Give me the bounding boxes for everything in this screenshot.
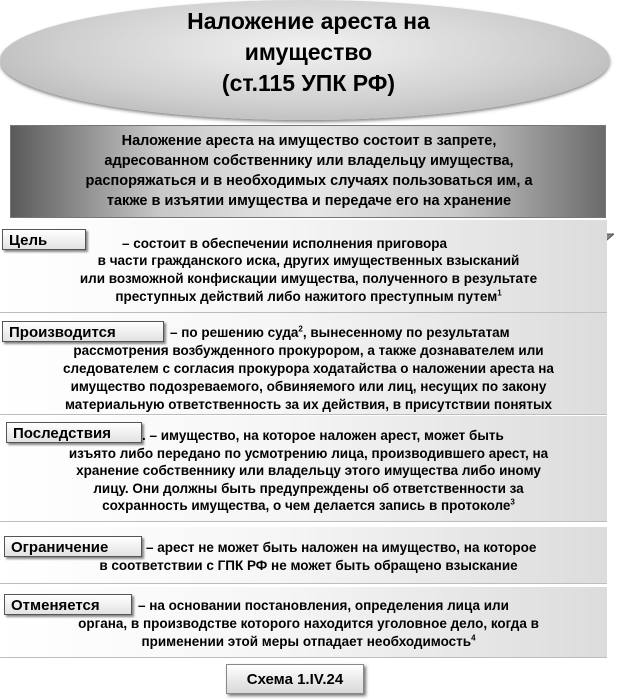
diagram-title [0, 6, 617, 99]
goal-line: или возможной конфискации имущества, полученного в результате [79, 271, 538, 286]
title-line-1: Наложение ареста на [187, 8, 430, 34]
goal-line: в части гражданского иска, других имущественных взысканий [97, 253, 520, 268]
canceled-label: Отменяется [4, 594, 132, 615]
performed-text-a: – по решению суда [170, 325, 299, 340]
canceled-line: органа, в производстве которого находится уголовное дело, когда в [78, 616, 539, 631]
performed-text-b: , вынесенному по результатам [302, 325, 510, 340]
scheme-label: Схема 1.IV.24 [226, 664, 364, 694]
definition-line: распоряжаться и в необходимых случаях пользоваться им, а [85, 173, 533, 189]
consequences-label: Последствия [6, 422, 142, 443]
goal-label: Цель [2, 229, 86, 250]
consequences-line-last [0, 498, 617, 514]
performed-label: Производится [2, 321, 164, 342]
consequences-line: хранение собственнику или владельцу этого имущества либо иному [76, 463, 541, 478]
definition-line: также в изъятии имущества и передаче его на хранение [106, 193, 512, 209]
limitation-label: Ограничение [4, 536, 142, 557]
footnote-3: 3 [510, 497, 515, 507]
performed-line: материальную ответственность за их действия, в присутствии понятых [64, 397, 553, 412]
definition-line: Наложение ареста на имущество состоит в запрете, [121, 133, 497, 149]
title-line-3: (ст.115 УПК РФ) [221, 70, 396, 96]
consequences-text: сохранность имущества, о чем делается запись в протоколе [102, 498, 511, 513]
consequences-line: лицу. Они должны быть предупреждены об ответственности за [93, 481, 524, 496]
consequences-line: изъято либо передано по усмотрению лица, производившего арест, на [68, 446, 549, 461]
definition-line: адресованном собственнику или владельцу имущества, [104, 153, 514, 169]
footnote-4: 4 [471, 633, 476, 643]
limitation-line: в соответствии с ГПК РФ не может быть обращено взыскание [99, 558, 518, 573]
performed-line: следователем с согласия прокурора ходатайства о наложении ареста на [63, 361, 554, 376]
goal-line-last [0, 289, 617, 305]
canceled-line: – на основании постановления, определения лица или [138, 598, 509, 613]
canceled-line-last [0, 634, 617, 650]
title-line-2: имущество [244, 39, 373, 65]
footnote-1: 1 [497, 288, 502, 298]
performed-line: рассмотрения возбужденного прокурором, а также дознавателем или [73, 343, 544, 358]
definition-text [14, 131, 604, 211]
consequences-line: . – имущество, на которое наложен арест, может быть [142, 428, 504, 443]
goal-text: преступных действий либо нажитого преступным путем [115, 289, 498, 304]
footnote-2: 2 [298, 324, 303, 334]
goal-line: – состоит в обеспечении исполнения приговора [122, 236, 448, 251]
performed-line: имущество подозреваемого, обвиняемого или лиц, несущих по закону [70, 379, 547, 394]
canceled-text: применении этой меры отпадает необходимость [141, 634, 472, 649]
limitation-line: – арест не может быть наложен на имущество, на которое [146, 540, 537, 555]
performed-line-1 [170, 325, 510, 341]
